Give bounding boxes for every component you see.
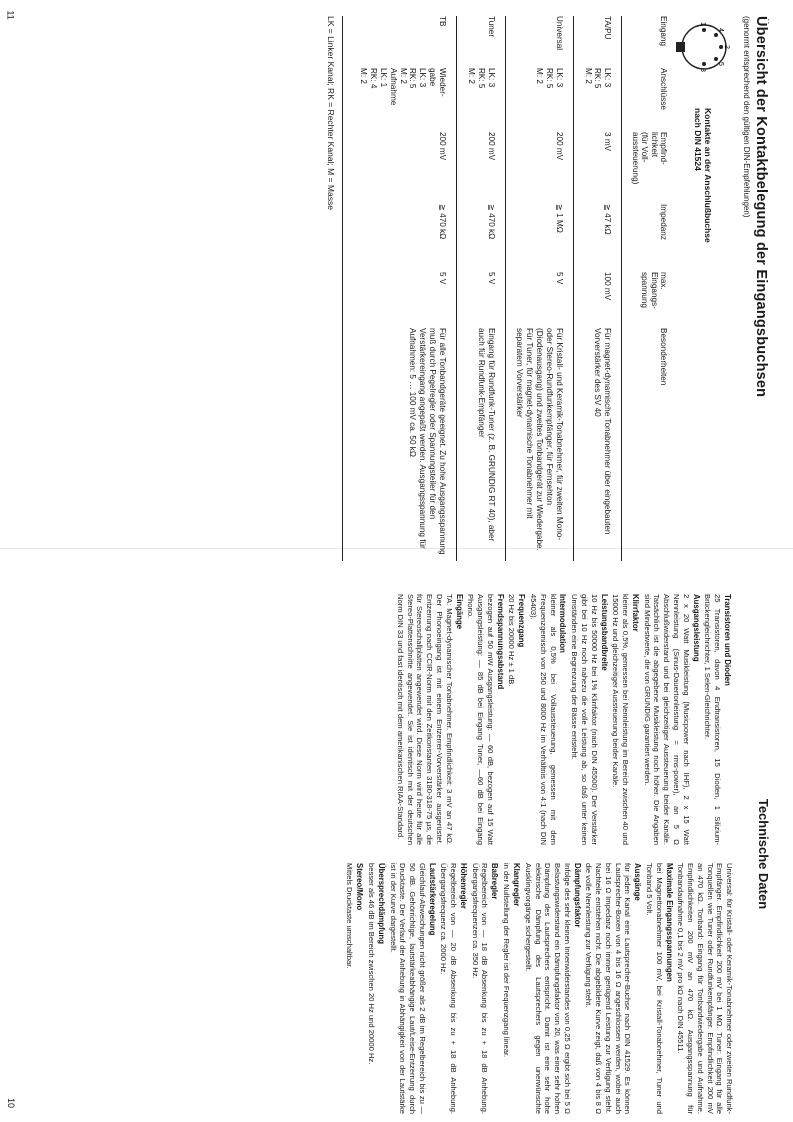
spec-section	[584, 863, 643, 1114]
spec-text: 2 x 20 Watt Musikleistung (Musicpower nach IHF), 2 x 15 Watt Nennleistung (Sinus-Dauertonleistung = rms-power), an 5 Ω Abschlußwiderstand und bei gleichzeitiger Aussteuerung beider Kanäle. Tatsächlich ist die abgegebene Musikleistung noch höher. Die Angaben sind Mindestwerte, die von GRUNDIG garantiert werden.	[642, 594, 691, 845]
contact-table	[349, 16, 668, 561]
spec-text: Mittels Drucktaste umschaltbar.	[345, 863, 355, 969]
cell-impedanz: ≧ 1 MΩ	[505, 204, 573, 272]
spec-heading: Klirrfaktor	[631, 594, 641, 632]
table-row	[349, 16, 456, 561]
spec-text: kleiner als 0,5% bei Vollaussteuerung, gemessen mit dem Frequenzgemisch von 250 und 8000 Hz im Verhältnis von 4:1 (nach DIN 45403).	[529, 594, 558, 845]
spec-section	[570, 594, 609, 845]
spec-text: besser als 46 dB im Bereich zwischen 20 Hz und 20000 Hz.	[366, 863, 376, 1065]
col-header: Besonderheiten	[622, 328, 668, 561]
cell-impedanz: ≧ 47 kΩ	[603, 204, 613, 235]
col-header: Anschlüsse	[622, 68, 668, 132]
spec-text: Regelbereich von — 20 dB Absenkung bis zu + 18 dB Anhebung. Übergangsfrequenz ca. 2000 Hz.	[439, 863, 459, 1114]
spec-heading: Höhenregler	[459, 863, 469, 909]
spec-heading: Leistungsbandbreite	[599, 594, 609, 671]
spec-text: Universal: für Kristall- oder Keramik-Tonabnehmer oder zweiten Rundfunk-Empfänger. Empfindlichkeit 200 mV bei 1 MΩ. Tuner: Eingang für alle Tonquellen wie Tuner oder Rundfunkempfänger. Empfindlichkeit 200 mV an 470 kΩ. Tonband: Eingang für Tonbandwiedergabe und Aufnahme. Empfindlichkeiten 200 mV an 470 kΩ. Ausgangsspannung für Tonbandaufnahme 0,1 bis 2 mV pro kΩ nach DIN 45511.	[676, 863, 734, 1114]
spec-section	[366, 863, 386, 1114]
cell-besonderheiten: Eingang für Rundfunk-Tuner (z. B. GRUNDIG RT 40), aber auch für Rundfunk-Empfänger	[457, 328, 506, 561]
pin-label: 3	[699, 68, 706, 72]
cell-eingang: TB	[349, 16, 456, 68]
spec-heading: Lautstärkeregelung	[427, 863, 437, 936]
spec-heading: Dämpfungsfaktor	[572, 863, 582, 928]
spec-text: Regelbereich von — 18 dB Absenkung bis zu + 18 dB Anhebung. Übergangsfrequenzen ca. 350 Hz.	[470, 863, 490, 1114]
spec-text: Infolge des sehr kleinen Innenwiderstandes von 0,25 Ω ergibt sich bei 5 Ω Belastungswiderstand ein Dämpfungsfaktor von 20, was einer sehr hohen Dämpfung des Lautsprechers entspricht. Damit ist eine sehr hohe elektrische Dämpfung des Lautsprechers gegen unerwünschte Ausklingvorgänge sichergestellt.	[523, 863, 572, 1114]
spec-text: kleiner als 0,5%, gemessen bei Nennleistung im Bereich zwischen 40 und 15000 Hz und gleichzeitiger Aussteuerung beider Kanäle.	[611, 594, 631, 845]
spec-text: in der Nullstellung der Regler ist der Frequenzgang linear.	[502, 863, 512, 1058]
cell-empfindlichkeit: 200 mV	[349, 132, 456, 204]
connector-diagram-row	[672, 16, 732, 561]
cell-empfindlichkeit: 3 mV	[603, 132, 613, 152]
spec-text: 10 Hz bis 50000 Hz bei 1% Klirrfaktor (nach DIN 45500). Der Verstärker gibt bei 10 Hz noch nahezu die volle Leistung ab, so daß unter keinen Umständen eine Begrenzung der Bässe entsteht.	[570, 594, 599, 845]
col-header: Eingang	[622, 16, 668, 68]
spec-text: bei Magnettonabnehmer 100 mV, bei Kristall-Tonabnehmer, Tuner und Tonband 5 Volt.	[645, 863, 664, 1114]
cell-eingang: Universal	[505, 16, 573, 68]
spec-section	[388, 863, 437, 1114]
spec-section	[644, 863, 673, 1114]
cell-besonderheiten: Für alle Tonbandgeräte geeignet. Zu hohe Ausgangsspannung muß durch Pegelregler oder Spannungsteiler für den Verstärkereingang angepaßt werden. Ausgangsspannung für Aufnahmen: 5 … 100 mV ca. 50 kΩ	[349, 328, 456, 561]
pin-label: 1	[699, 22, 706, 26]
table-row	[505, 16, 573, 561]
cell-impedanz: ≧ 470 kΩ	[457, 204, 506, 272]
spec-heading: Eingänge	[454, 594, 464, 630]
din-connector-icon	[672, 16, 732, 78]
spec-text: Gleichlauf-Abweichungen nicht größer als 2 dB im Regelbereich bis zu — 50 dB. Gehörrichtige, lautstärkeabhängige Laut/Leise-Entzerrung durch Drucktaste. Der Verlauf der Anhebung in Abhängigkeit von der Lautstärke ist in der Kurve dargestellt.	[388, 863, 427, 1114]
pin-label: 2	[723, 45, 730, 49]
page-title: Übersicht der Kontaktbelegung der Eingangsbuchsen	[753, 16, 769, 398]
spec-heading: Ausgangsleistung	[691, 594, 701, 662]
cell-besonderheiten: Für Kristall- und Keramik-Tonabnehmer, für zweiten Mono- oder Stereo-Rundfunkempfänger, für Fernsehton (Diodenausgang) und zweites Tonbandgerät zur Wiedergabe. Für Tuner, für magnet-dynamische Tonabnehmer mit separatem Vorverstärker	[505, 328, 573, 561]
cell-max: 100 mV	[603, 272, 613, 301]
spec-section	[703, 594, 732, 845]
cell-max: 5 V	[457, 272, 506, 328]
cell-empfindlichkeit: 200 mV	[505, 132, 573, 204]
cell-eingang: Tuner	[457, 16, 506, 68]
cell-max: 5 V	[505, 272, 573, 328]
table-header-row	[622, 16, 668, 561]
spec-section	[470, 863, 499, 1114]
spec-heading: Übersprechdämpfung	[376, 863, 386, 945]
spec-text: 25 Transistoren, davon 4 Endtransistoren, 15 Dioden, 1 Silizium-Brückengleichrichter, 1 Selen-Gleichrichter.	[703, 594, 723, 845]
right-page	[11, 594, 771, 1114]
spec-heading: Klangregler	[512, 863, 522, 907]
spec-section	[528, 594, 567, 845]
cell-anschluesse: LK: 3 RK: 5 M: 2	[583, 68, 613, 89]
spec-section	[523, 863, 582, 1114]
spec-section	[642, 594, 701, 845]
page-subtitle: (genormt entsprechend den gültigen DIN-Empfehlungen)	[742, 16, 751, 218]
cell-impedanz: ≧ 470 kΩ	[349, 204, 456, 272]
page-number-left: 10	[6, 1097, 17, 1109]
col-header: Empfind- lichkeit (für Voll- aussteuerung)	[622, 132, 668, 204]
table-row	[573, 16, 622, 561]
spec-section	[466, 594, 505, 845]
text-column-2	[342, 863, 734, 1114]
pin-label: 5	[717, 62, 724, 66]
cell-empfindlichkeit: 200 mV	[457, 132, 506, 204]
cell-besonderheiten: Für magnet-dynamische Tonabnehmer über eingebauten Vorverstärker des SV 40	[593, 328, 613, 535]
col-header: max. Eingangs- spannung	[622, 272, 668, 328]
spec-section	[395, 594, 463, 845]
cell-anschluesse: LK: 3 RK: 5 M: 2	[505, 68, 573, 132]
spec-heading: Ausgänge	[633, 863, 643, 901]
table-row	[457, 16, 506, 561]
cell-eingang: TA/PU	[603, 16, 613, 40]
spec-heading: Fremdspannungsabstand	[495, 594, 505, 690]
spec-text: für jeden Kanal eine Lautsprecher-Buchse nach DIN 41529. Es können Lautsprecher-Boxen von 4 bis 16 Ω angeschlossen werden, wobei auch bei 16 Ω Impedanz noch immer genügend Leistung zur Verfügung steht. Nachteile entstehen nicht. Die abgebildete Kurve zeigt, daß von 4 bis 8 Ω die volle Nennleistung zur Verfügung steht.	[584, 863, 633, 1114]
tech-data-title: Technische Daten	[756, 798, 771, 910]
spec-section	[501, 863, 521, 1114]
cell-anschluesse: Wieder- gabe LK: 3 RK: 5 M: 2 Aufnahme LK: 1 RK: 4 M: 2	[349, 68, 456, 132]
spec-heading: Frequenzgang	[517, 594, 527, 648]
spec-text: bezogen auf 50 mW Ausgangsleistung: — 60 dB, bezogen auf 15 Watt Ausgangsleistung: — 85 dB bei Eingang Tuner, —60 dB bei Eingang Phono.	[466, 594, 495, 845]
text-column-1	[342, 594, 734, 845]
spec-section	[344, 863, 364, 1114]
spec-heading: Stereo/Mono	[355, 863, 365, 911]
cell-anschluesse: LK: 3 RK: 5 M: 2	[457, 68, 506, 132]
page-number-right: 11	[5, 10, 16, 20]
spec-text: TA: Magnet-dynamischer Tonabnehmer. Empfindlichkeit: 3 mV an 47 kΩ. Der Phonoeingang ist mit einem Entzerrer-Vorverstärker ausgerüstet. Entzerrung nach CCIR-Norm mit den Zeitkonstanten 3180-318-75 µs, die für Stereoschallplatten angewendet wird. Diese Norm wird heute für alle Stereo-Plattenschnitte angewendet. Sie ist identisch mit der deutschen Norm DIN 33 und fast identisch mit dem amerikanischen RIAA-Standard.	[396, 594, 454, 845]
legend-footer: LK = Linker Kanal; RK = Rechter Kanal; M = Masse	[326, 16, 343, 561]
spec-heading: Baßregler	[490, 863, 500, 900]
spec-heading: Intermodulation	[558, 594, 568, 653]
connector-title: Kontakte an der Anschlußbuchse nach DIN 41524	[693, 108, 713, 243]
spec-section	[507, 594, 527, 845]
spec-section	[676, 863, 734, 1114]
spec-text: 20 Hz bis 20000 Hz ± 1 dB.	[507, 594, 517, 687]
spec-section	[611, 594, 640, 845]
col-header: Impedanz	[622, 204, 668, 272]
pin-label: 4	[717, 28, 724, 32]
spec-section	[439, 863, 468, 1114]
spec-heading: Transistoren und Dioden	[723, 594, 732, 686]
spec-heading: Maximale Eingangsspannungen	[664, 863, 674, 982]
cell-max: 5 V	[349, 272, 456, 328]
left-page	[9, 16, 769, 561]
